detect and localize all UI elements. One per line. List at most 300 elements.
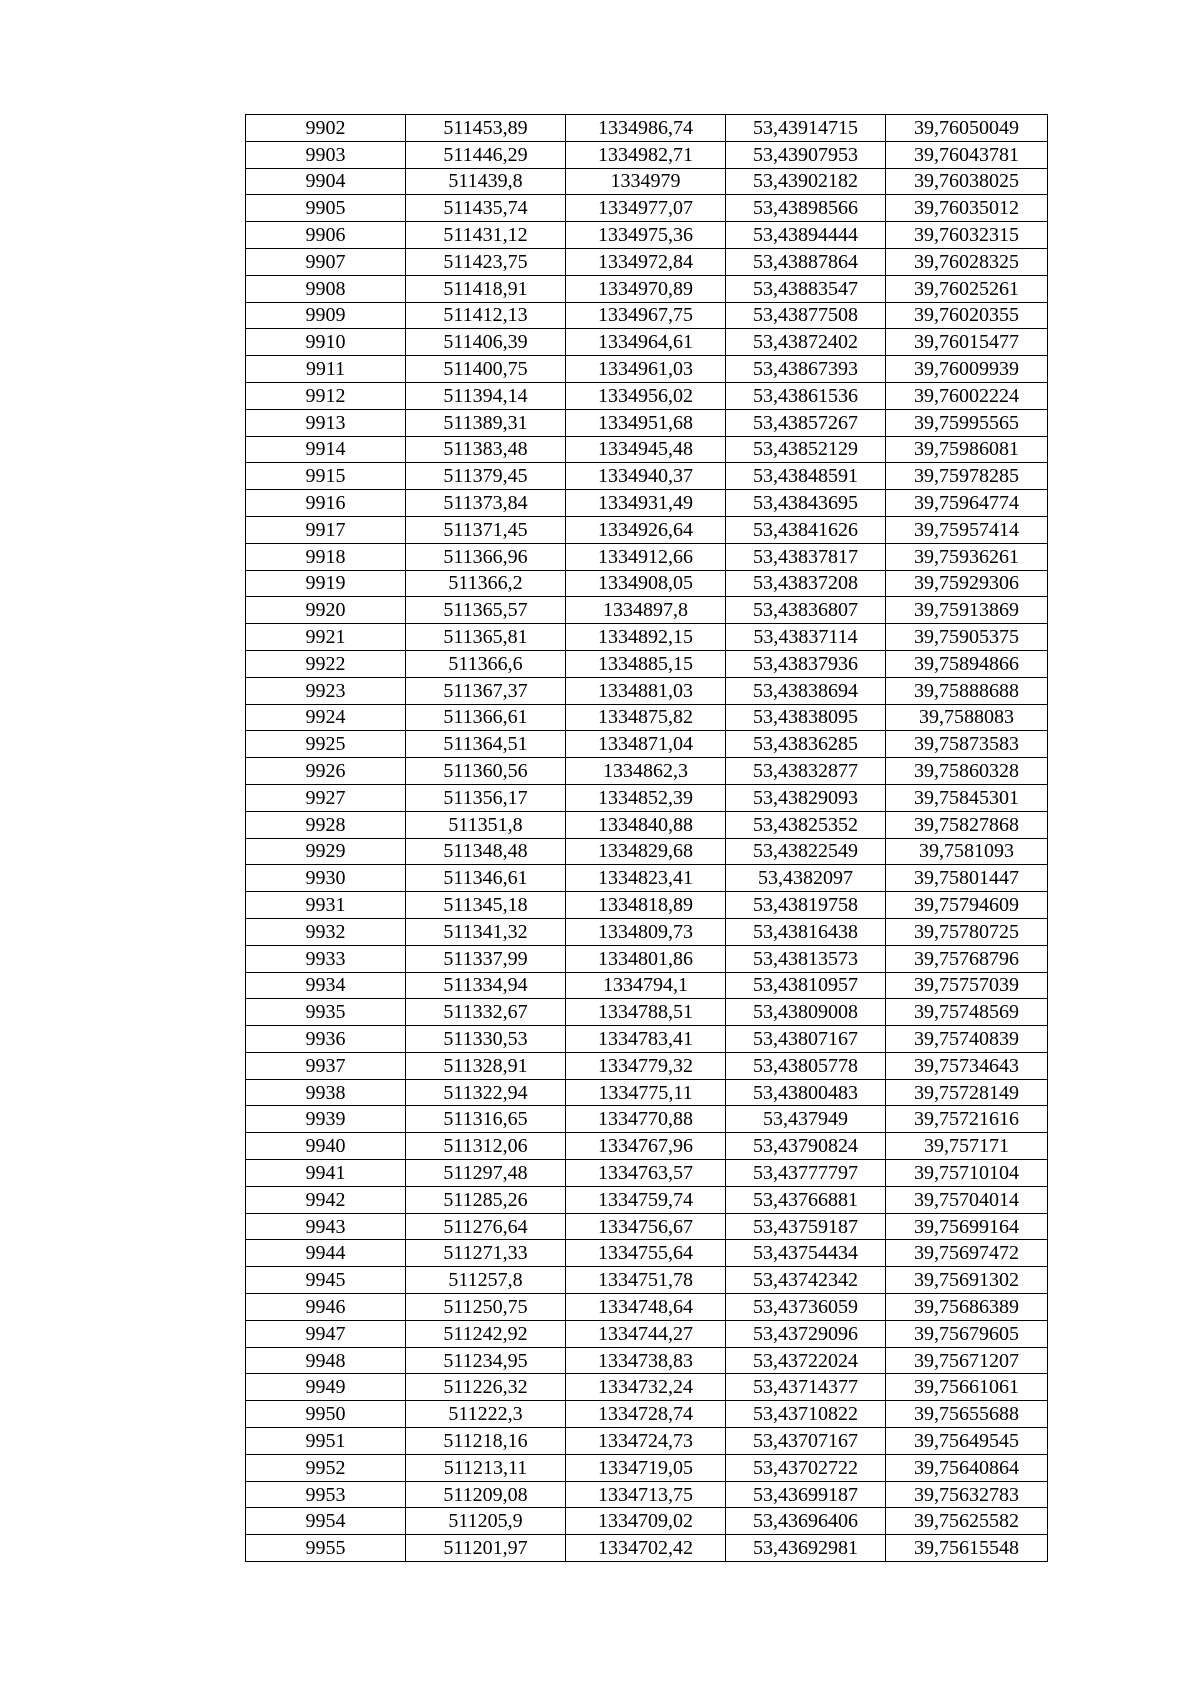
point-number-cell: 9941 xyxy=(246,1160,406,1187)
latitude-cell: 53,43809008 xyxy=(726,999,886,1026)
y-coordinate-cell: 1334759,74 xyxy=(566,1186,726,1213)
y-coordinate-cell: 1334788,51 xyxy=(566,999,726,1026)
longitude-cell: 39,76025261 xyxy=(886,275,1048,302)
table-row xyxy=(246,784,1048,811)
table-row xyxy=(246,195,1048,222)
table-row xyxy=(246,1160,1048,1187)
x-coordinate-cell: 511431,12 xyxy=(406,222,566,249)
latitude-cell: 53,43898566 xyxy=(726,195,886,222)
longitude-cell: 39,75710104 xyxy=(886,1160,1048,1187)
x-coordinate-cell: 511366,61 xyxy=(406,704,566,731)
point-number-cell: 9944 xyxy=(246,1240,406,1267)
x-coordinate-cell: 511213,11 xyxy=(406,1454,566,1481)
x-coordinate-cell: 511337,99 xyxy=(406,945,566,972)
x-coordinate-cell: 511389,31 xyxy=(406,409,566,436)
x-coordinate-cell: 511360,56 xyxy=(406,758,566,785)
longitude-cell: 39,75794609 xyxy=(886,892,1048,919)
point-number-cell: 9934 xyxy=(246,972,406,999)
point-number-cell: 9913 xyxy=(246,409,406,436)
point-number-cell: 9950 xyxy=(246,1401,406,1428)
table-row xyxy=(246,1320,1048,1347)
x-coordinate-cell: 511446,29 xyxy=(406,141,566,168)
y-coordinate-cell: 1334840,88 xyxy=(566,811,726,838)
longitude-cell: 39,75801447 xyxy=(886,865,1048,892)
point-number-cell: 9953 xyxy=(246,1481,406,1508)
x-coordinate-cell: 511418,91 xyxy=(406,275,566,302)
x-coordinate-cell: 511406,39 xyxy=(406,329,566,356)
y-coordinate-cell: 1334862,3 xyxy=(566,758,726,785)
point-number-cell: 9925 xyxy=(246,731,406,758)
y-coordinate-cell: 1334719,05 xyxy=(566,1454,726,1481)
x-coordinate-cell: 511367,37 xyxy=(406,677,566,704)
latitude-cell: 53,43813573 xyxy=(726,945,886,972)
latitude-cell: 53,43825352 xyxy=(726,811,886,838)
latitude-cell: 53,437949 xyxy=(726,1106,886,1133)
y-coordinate-cell: 1334775,11 xyxy=(566,1079,726,1106)
point-number-cell: 9938 xyxy=(246,1079,406,1106)
latitude-cell: 53,43702722 xyxy=(726,1454,886,1481)
longitude-cell: 39,75704014 xyxy=(886,1186,1048,1213)
point-number-cell: 9906 xyxy=(246,222,406,249)
latitude-cell: 53,43836285 xyxy=(726,731,886,758)
table-row xyxy=(246,436,1048,463)
y-coordinate-cell: 1334875,82 xyxy=(566,704,726,731)
x-coordinate-cell: 511250,75 xyxy=(406,1294,566,1321)
point-number-cell: 9905 xyxy=(246,195,406,222)
y-coordinate-cell: 1334972,84 xyxy=(566,248,726,275)
x-coordinate-cell: 511242,92 xyxy=(406,1320,566,1347)
latitude-cell: 53,43887864 xyxy=(726,248,886,275)
y-coordinate-cell: 1334783,41 xyxy=(566,1026,726,1053)
point-number-cell: 9911 xyxy=(246,356,406,383)
longitude-cell: 39,75671207 xyxy=(886,1347,1048,1374)
table-row xyxy=(246,1106,1048,1133)
longitude-cell: 39,75978285 xyxy=(886,463,1048,490)
y-coordinate-cell: 1334709,02 xyxy=(566,1508,726,1535)
x-coordinate-cell: 511285,26 xyxy=(406,1186,566,1213)
longitude-cell: 39,75873583 xyxy=(886,731,1048,758)
latitude-cell: 53,43805778 xyxy=(726,1052,886,1079)
y-coordinate-cell: 1334728,74 xyxy=(566,1401,726,1428)
longitude-cell: 39,76028325 xyxy=(886,248,1048,275)
table-row xyxy=(246,1133,1048,1160)
table-row xyxy=(246,248,1048,275)
point-number-cell: 9914 xyxy=(246,436,406,463)
longitude-cell: 39,75686389 xyxy=(886,1294,1048,1321)
longitude-cell: 39,75929306 xyxy=(886,570,1048,597)
y-coordinate-cell: 1334794,1 xyxy=(566,972,726,999)
longitude-cell: 39,75661061 xyxy=(886,1374,1048,1401)
y-coordinate-cell: 1334885,15 xyxy=(566,650,726,677)
longitude-cell: 39,75780725 xyxy=(886,918,1048,945)
y-coordinate-cell: 1334970,89 xyxy=(566,275,726,302)
x-coordinate-cell: 511365,81 xyxy=(406,624,566,651)
x-coordinate-cell: 511341,32 xyxy=(406,918,566,945)
latitude-cell: 53,43837114 xyxy=(726,624,886,651)
latitude-cell: 53,43710822 xyxy=(726,1401,886,1428)
y-coordinate-cell: 1334748,64 xyxy=(566,1294,726,1321)
x-coordinate-cell: 511312,06 xyxy=(406,1133,566,1160)
table-row xyxy=(246,570,1048,597)
point-number-cell: 9903 xyxy=(246,141,406,168)
y-coordinate-cell: 1334979 xyxy=(566,168,726,195)
point-number-cell: 9921 xyxy=(246,624,406,651)
table-row xyxy=(246,115,1048,142)
longitude-cell: 39,76043781 xyxy=(886,141,1048,168)
latitude-cell: 53,43883547 xyxy=(726,275,886,302)
y-coordinate-cell: 1334871,04 xyxy=(566,731,726,758)
latitude-cell: 53,43766881 xyxy=(726,1186,886,1213)
table-row xyxy=(246,275,1048,302)
longitude-cell: 39,75740839 xyxy=(886,1026,1048,1053)
y-coordinate-cell: 1334738,83 xyxy=(566,1347,726,1374)
point-number-cell: 9935 xyxy=(246,999,406,1026)
y-coordinate-cell: 1334801,86 xyxy=(566,945,726,972)
y-coordinate-cell: 1334713,75 xyxy=(566,1481,726,1508)
point-number-cell: 9904 xyxy=(246,168,406,195)
longitude-cell: 39,76038025 xyxy=(886,168,1048,195)
longitude-cell: 39,75768796 xyxy=(886,945,1048,972)
latitude-cell: 53,43742342 xyxy=(726,1267,886,1294)
point-number-cell: 9955 xyxy=(246,1535,406,1562)
longitude-cell: 39,76002224 xyxy=(886,382,1048,409)
longitude-cell: 39,76015477 xyxy=(886,329,1048,356)
x-coordinate-cell: 511366,96 xyxy=(406,543,566,570)
point-number-cell: 9940 xyxy=(246,1133,406,1160)
longitude-cell: 39,75734643 xyxy=(886,1052,1048,1079)
point-number-cell: 9946 xyxy=(246,1294,406,1321)
longitude-cell: 39,75625582 xyxy=(886,1508,1048,1535)
longitude-cell: 39,75888688 xyxy=(886,677,1048,704)
point-number-cell: 9932 xyxy=(246,918,406,945)
x-coordinate-cell: 511334,94 xyxy=(406,972,566,999)
longitude-cell: 39,75655688 xyxy=(886,1401,1048,1428)
point-number-cell: 9916 xyxy=(246,490,406,517)
point-number-cell: 9902 xyxy=(246,115,406,142)
x-coordinate-cell: 511330,53 xyxy=(406,1026,566,1053)
y-coordinate-cell: 1334779,32 xyxy=(566,1052,726,1079)
x-coordinate-cell: 511222,3 xyxy=(406,1401,566,1428)
point-number-cell: 9924 xyxy=(246,704,406,731)
table-row xyxy=(246,999,1048,1026)
latitude-cell: 53,43829093 xyxy=(726,784,886,811)
longitude-cell: 39,75632783 xyxy=(886,1481,1048,1508)
table-row xyxy=(246,1294,1048,1321)
y-coordinate-cell: 1334926,64 xyxy=(566,516,726,543)
table-row xyxy=(246,1508,1048,1535)
point-number-cell: 9952 xyxy=(246,1454,406,1481)
latitude-cell: 53,43872402 xyxy=(726,329,886,356)
table-row xyxy=(246,1186,1048,1213)
y-coordinate-cell: 1334964,61 xyxy=(566,329,726,356)
x-coordinate-cell: 511218,16 xyxy=(406,1428,566,1455)
table-row xyxy=(246,463,1048,490)
table-row xyxy=(246,650,1048,677)
table-row xyxy=(246,597,1048,624)
point-number-cell: 9943 xyxy=(246,1213,406,1240)
longitude-cell: 39,75894866 xyxy=(886,650,1048,677)
table-row xyxy=(246,972,1048,999)
y-coordinate-cell: 1334908,05 xyxy=(566,570,726,597)
latitude-cell: 53,43836807 xyxy=(726,597,886,624)
table-row xyxy=(246,302,1048,329)
table-row xyxy=(246,356,1048,383)
latitude-cell: 53,43714377 xyxy=(726,1374,886,1401)
latitude-cell: 53,43841626 xyxy=(726,516,886,543)
x-coordinate-cell: 511257,8 xyxy=(406,1267,566,1294)
longitude-cell: 39,75699164 xyxy=(886,1213,1048,1240)
x-coordinate-cell: 511276,64 xyxy=(406,1213,566,1240)
latitude-cell: 53,43759187 xyxy=(726,1213,886,1240)
latitude-cell: 53,43696406 xyxy=(726,1508,886,1535)
point-number-cell: 9945 xyxy=(246,1267,406,1294)
point-number-cell: 9949 xyxy=(246,1374,406,1401)
table-row xyxy=(246,168,1048,195)
point-number-cell: 9954 xyxy=(246,1508,406,1535)
table-row xyxy=(246,731,1048,758)
point-number-cell: 9917 xyxy=(246,516,406,543)
latitude-cell: 53,43832877 xyxy=(726,758,886,785)
table-row xyxy=(246,543,1048,570)
x-coordinate-cell: 511209,08 xyxy=(406,1481,566,1508)
longitude-cell: 39,75679605 xyxy=(886,1320,1048,1347)
latitude-cell: 53,43838095 xyxy=(726,704,886,731)
latitude-cell: 53,43736059 xyxy=(726,1294,886,1321)
point-number-cell: 9931 xyxy=(246,892,406,919)
y-coordinate-cell: 1334823,41 xyxy=(566,865,726,892)
longitude-cell: 39,76035012 xyxy=(886,195,1048,222)
table-row xyxy=(246,1213,1048,1240)
latitude-cell: 53,43816438 xyxy=(726,918,886,945)
table-row xyxy=(246,918,1048,945)
point-number-cell: 9951 xyxy=(246,1428,406,1455)
point-number-cell: 9926 xyxy=(246,758,406,785)
y-coordinate-cell: 1334751,78 xyxy=(566,1267,726,1294)
latitude-cell: 53,43877508 xyxy=(726,302,886,329)
latitude-cell: 53,43777797 xyxy=(726,1160,886,1187)
table-row xyxy=(246,892,1048,919)
table-row xyxy=(246,704,1048,731)
table-row xyxy=(246,624,1048,651)
longitude-cell: 39,75697472 xyxy=(886,1240,1048,1267)
longitude-cell: 39,75748569 xyxy=(886,999,1048,1026)
latitude-cell: 53,43822549 xyxy=(726,838,886,865)
longitude-cell: 39,75964774 xyxy=(886,490,1048,517)
point-number-cell: 9927 xyxy=(246,784,406,811)
latitude-cell: 53,43707167 xyxy=(726,1428,886,1455)
longitude-cell: 39,76020355 xyxy=(886,302,1048,329)
latitude-cell: 53,43754434 xyxy=(726,1240,886,1267)
y-coordinate-cell: 1334956,02 xyxy=(566,382,726,409)
point-number-cell: 9937 xyxy=(246,1052,406,1079)
x-coordinate-cell: 511356,17 xyxy=(406,784,566,811)
y-coordinate-cell: 1334975,36 xyxy=(566,222,726,249)
table-row xyxy=(246,1267,1048,1294)
latitude-cell: 53,4382097 xyxy=(726,865,886,892)
point-number-cell: 9948 xyxy=(246,1347,406,1374)
longitude-cell: 39,7581093 xyxy=(886,838,1048,865)
x-coordinate-cell: 511328,91 xyxy=(406,1052,566,1079)
point-number-cell: 9929 xyxy=(246,838,406,865)
coordinates-table-body xyxy=(246,115,1048,1562)
longitude-cell: 39,75757039 xyxy=(886,972,1048,999)
latitude-cell: 53,43852129 xyxy=(726,436,886,463)
table-row xyxy=(246,382,1048,409)
table-row xyxy=(246,1535,1048,1562)
x-coordinate-cell: 511439,8 xyxy=(406,168,566,195)
y-coordinate-cell: 1334744,27 xyxy=(566,1320,726,1347)
longitude-cell: 39,75905375 xyxy=(886,624,1048,651)
y-coordinate-cell: 1334931,49 xyxy=(566,490,726,517)
y-coordinate-cell: 1334977,07 xyxy=(566,195,726,222)
point-number-cell: 9942 xyxy=(246,1186,406,1213)
latitude-cell: 53,43699187 xyxy=(726,1481,886,1508)
longitude-cell: 39,75615548 xyxy=(886,1535,1048,1562)
y-coordinate-cell: 1334912,66 xyxy=(566,543,726,570)
latitude-cell: 53,43810957 xyxy=(726,972,886,999)
x-coordinate-cell: 511365,57 xyxy=(406,597,566,624)
x-coordinate-cell: 511205,9 xyxy=(406,1508,566,1535)
longitude-cell: 39,76032315 xyxy=(886,222,1048,249)
latitude-cell: 53,43722024 xyxy=(726,1347,886,1374)
point-number-cell: 9936 xyxy=(246,1026,406,1053)
x-coordinate-cell: 511345,18 xyxy=(406,892,566,919)
table-row xyxy=(246,1079,1048,1106)
y-coordinate-cell: 1334732,24 xyxy=(566,1374,726,1401)
longitude-cell: 39,75860328 xyxy=(886,758,1048,785)
longitude-cell: 39,757171 xyxy=(886,1133,1048,1160)
table-row xyxy=(246,1026,1048,1053)
point-number-cell: 9918 xyxy=(246,543,406,570)
table-row xyxy=(246,409,1048,436)
y-coordinate-cell: 1334767,96 xyxy=(566,1133,726,1160)
table-row xyxy=(246,222,1048,249)
latitude-cell: 53,43837936 xyxy=(726,650,886,677)
x-coordinate-cell: 511364,51 xyxy=(406,731,566,758)
y-coordinate-cell: 1334892,15 xyxy=(566,624,726,651)
y-coordinate-cell: 1334945,48 xyxy=(566,436,726,463)
latitude-cell: 53,43692981 xyxy=(726,1535,886,1562)
table-row xyxy=(246,677,1048,704)
point-number-cell: 9947 xyxy=(246,1320,406,1347)
point-number-cell: 9908 xyxy=(246,275,406,302)
latitude-cell: 53,43837208 xyxy=(726,570,886,597)
point-number-cell: 9930 xyxy=(246,865,406,892)
x-coordinate-cell: 511412,13 xyxy=(406,302,566,329)
latitude-cell: 53,43800483 xyxy=(726,1079,886,1106)
x-coordinate-cell: 511346,61 xyxy=(406,865,566,892)
y-coordinate-cell: 1334961,03 xyxy=(566,356,726,383)
x-coordinate-cell: 511332,67 xyxy=(406,999,566,1026)
x-coordinate-cell: 511394,14 xyxy=(406,382,566,409)
point-number-cell: 9939 xyxy=(246,1106,406,1133)
point-number-cell: 9923 xyxy=(246,677,406,704)
table-row xyxy=(246,1481,1048,1508)
latitude-cell: 53,43838694 xyxy=(726,677,886,704)
x-coordinate-cell: 511271,33 xyxy=(406,1240,566,1267)
x-coordinate-cell: 511373,84 xyxy=(406,490,566,517)
x-coordinate-cell: 511316,65 xyxy=(406,1106,566,1133)
point-number-cell: 9928 xyxy=(246,811,406,838)
latitude-cell: 53,43857267 xyxy=(726,409,886,436)
table-row xyxy=(246,1052,1048,1079)
x-coordinate-cell: 511383,48 xyxy=(406,436,566,463)
x-coordinate-cell: 511366,2 xyxy=(406,570,566,597)
y-coordinate-cell: 1334724,73 xyxy=(566,1428,726,1455)
y-coordinate-cell: 1334818,89 xyxy=(566,892,726,919)
table-row xyxy=(246,329,1048,356)
x-coordinate-cell: 511234,95 xyxy=(406,1347,566,1374)
table-row xyxy=(246,490,1048,517)
coordinates-table xyxy=(245,114,1048,1562)
latitude-cell: 53,43907953 xyxy=(726,141,886,168)
y-coordinate-cell: 1334881,03 xyxy=(566,677,726,704)
longitude-cell: 39,75995565 xyxy=(886,409,1048,436)
table-row xyxy=(246,865,1048,892)
y-coordinate-cell: 1334940,37 xyxy=(566,463,726,490)
y-coordinate-cell: 1334756,67 xyxy=(566,1213,726,1240)
x-coordinate-cell: 511226,32 xyxy=(406,1374,566,1401)
y-coordinate-cell: 1334702,42 xyxy=(566,1535,726,1562)
latitude-cell: 53,43837817 xyxy=(726,543,886,570)
point-number-cell: 9915 xyxy=(246,463,406,490)
point-number-cell: 9912 xyxy=(246,382,406,409)
longitude-cell: 39,75721616 xyxy=(886,1106,1048,1133)
y-coordinate-cell: 1334809,73 xyxy=(566,918,726,945)
y-coordinate-cell: 1334852,39 xyxy=(566,784,726,811)
x-coordinate-cell: 511366,6 xyxy=(406,650,566,677)
latitude-cell: 53,43914715 xyxy=(726,115,886,142)
point-number-cell: 9907 xyxy=(246,248,406,275)
table-row xyxy=(246,758,1048,785)
table-row xyxy=(246,141,1048,168)
y-coordinate-cell: 1334755,64 xyxy=(566,1240,726,1267)
longitude-cell: 39,75640864 xyxy=(886,1454,1048,1481)
table-row xyxy=(246,1347,1048,1374)
x-coordinate-cell: 511201,97 xyxy=(406,1535,566,1562)
y-coordinate-cell: 1334770,88 xyxy=(566,1106,726,1133)
latitude-cell: 53,43902182 xyxy=(726,168,886,195)
longitude-cell: 39,75986081 xyxy=(886,436,1048,463)
longitude-cell: 39,75957414 xyxy=(886,516,1048,543)
table-row xyxy=(246,945,1048,972)
longitude-cell: 39,75913869 xyxy=(886,597,1048,624)
y-coordinate-cell: 1334897,8 xyxy=(566,597,726,624)
latitude-cell: 53,43729096 xyxy=(726,1320,886,1347)
latitude-cell: 53,43843695 xyxy=(726,490,886,517)
point-number-cell: 9920 xyxy=(246,597,406,624)
table-row xyxy=(246,838,1048,865)
point-number-cell: 9922 xyxy=(246,650,406,677)
table-row xyxy=(246,516,1048,543)
longitude-cell: 39,75649545 xyxy=(886,1428,1048,1455)
longitude-cell: 39,75827868 xyxy=(886,811,1048,838)
x-coordinate-cell: 511348,48 xyxy=(406,838,566,865)
latitude-cell: 53,43807167 xyxy=(726,1026,886,1053)
table-row xyxy=(246,1401,1048,1428)
x-coordinate-cell: 511379,45 xyxy=(406,463,566,490)
table-row xyxy=(246,1428,1048,1455)
point-number-cell: 9910 xyxy=(246,329,406,356)
y-coordinate-cell: 1334986,74 xyxy=(566,115,726,142)
latitude-cell: 53,43867393 xyxy=(726,356,886,383)
point-number-cell: 9909 xyxy=(246,302,406,329)
point-number-cell: 9933 xyxy=(246,945,406,972)
x-coordinate-cell: 511453,89 xyxy=(406,115,566,142)
latitude-cell: 53,43848591 xyxy=(726,463,886,490)
table-row xyxy=(246,1240,1048,1267)
latitude-cell: 53,43861536 xyxy=(726,382,886,409)
